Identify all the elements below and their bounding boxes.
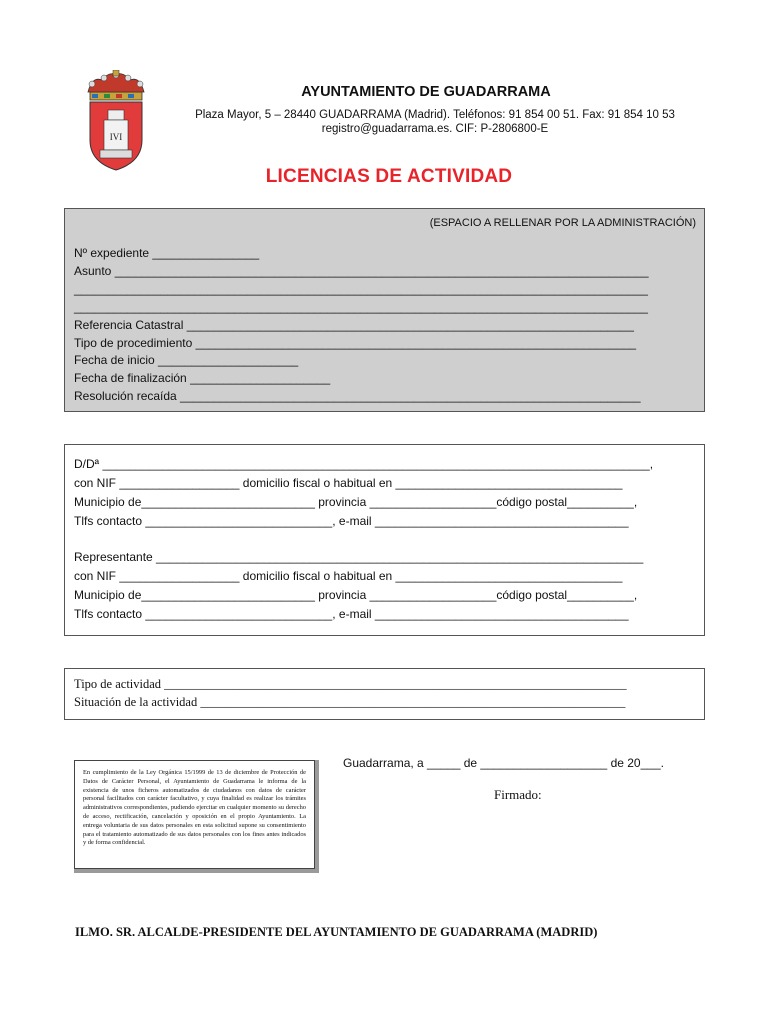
applicant-nif-field[interactable]: con NIF __________________ domicilio fiscal o habitual en __________________________________ <box>74 476 623 490</box>
asunto-line-2[interactable]: ______________________________________________________________________________________ <box>74 282 648 296</box>
applicant-contact-field[interactable]: Tlfs contacto ____________________________, e-mail ______________________________________ <box>74 514 629 528</box>
applicant-municipio-field[interactable]: Municipio de__________________________ provincia ___________________código postal__________, <box>74 495 638 509</box>
signature-label: Firmado: <box>494 787 542 802</box>
activity-section <box>64 668 705 720</box>
council-address: Plaza Mayor, 5 – 28440 GUADARRAMA (Madrid). Teléfonos: 91 854 00 51. Fax: 91 854 10 53 <box>195 109 675 121</box>
admin-note: (ESPACIO A RELLENAR POR LA ADMINISTRACIÓN) <box>429 217 696 229</box>
admin-section <box>64 208 705 412</box>
representative-municipio-field[interactable]: Municipio de__________________________ provincia ___________________código postal__________, <box>74 588 638 602</box>
asunto-field[interactable]: Asunto ________________________________________________________________________________ <box>74 264 649 278</box>
situacion-actividad-field[interactable]: Situación de la actividad ____________________________________________________________________ <box>74 695 626 709</box>
asunto-line-3[interactable]: ______________________________________________________________________________________ <box>74 300 648 314</box>
resolucion-field[interactable]: Resolución recaída _____________________________________________________________________ <box>74 389 641 403</box>
addressee: ILMO. SR. ALCALDE-PRESIDENTE DEL AYUNTAMIENTO DE GUADARRAMA (MADRID) <box>75 925 598 939</box>
representative-name-field[interactable]: Representante _________________________________________________________________________ <box>74 550 644 564</box>
applicant-name-field[interactable]: D/Dª __________________________________________________________________________________, <box>74 457 654 471</box>
representative-nif-field[interactable]: con NIF __________________ domicilio fiscal o habitual en __________________________________ <box>74 569 623 583</box>
fecha-inicio-field[interactable]: Fecha de inicio _____________________ <box>74 353 299 367</box>
tipo-actividad-field[interactable]: Tipo de actividad __________________________________________________________________________ <box>74 677 627 691</box>
fecha-finalizacion-field[interactable]: Fecha de finalización _____________________ <box>74 371 331 385</box>
council-contact: registro@guadarrama.es. CIF: P-2806800-E <box>321 123 549 135</box>
legal-notice-text: En cumplimiento de la Ley Orgánica 15/1999 de 13 de diciembre de Protección de Datos de Carácter Personal, el Ayuntamiento de Guadarrama le informa de la existencia de unos ficheros automatizados de ciudadanos con datos de carácter personal facilitados con carácter facultativo, y cuya finalidad es realizar los trámites administrativos correspondientes, pudiendo ejercitar en cualquier momento su derecho de acceso, rectificación, cancelación y oposición en el propio Ayuntamiento. La entrega voluntaria de sus datos personales en esta solicitud supone su consentimiento para el tratamiento automatizado de sus datos personales con los fines antes indicados y de forma confidencial. <box>74 760 315 869</box>
form-title: LICENCIAS DE ACTIVIDAD <box>265 166 513 187</box>
council-name: AYUNTAMIENTO DE GUADARRAMA <box>301 84 551 100</box>
tipo-procedimiento-field[interactable]: Tipo de procedimiento __________________________________________________________________ <box>74 336 637 350</box>
referencia-catastral-field[interactable]: Referencia Catastral ___________________________________________________________________ <box>74 318 634 332</box>
place-date-field[interactable]: Guadarrama, a _____ de ___________________ de 20___. <box>343 756 664 770</box>
expediente-field[interactable]: Nº expediente ________________ <box>74 246 260 260</box>
representative-contact-field[interactable]: Tlfs contacto ____________________________, e-mail ______________________________________ <box>74 607 629 621</box>
crest-text: IVI <box>109 132 123 142</box>
applicant-section <box>64 444 705 636</box>
legal-notice-box <box>74 760 319 873</box>
